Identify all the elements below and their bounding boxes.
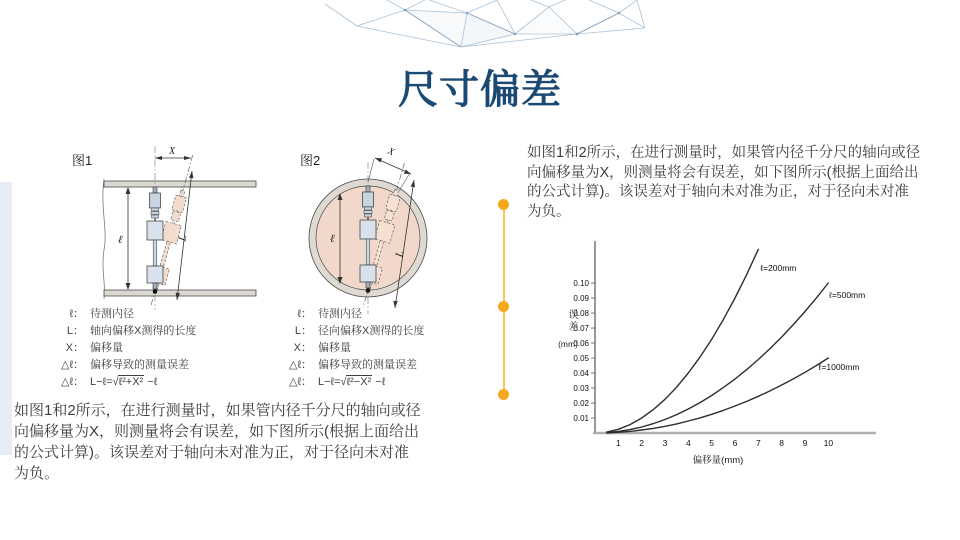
legend-row	[280, 340, 495, 357]
legend-text: 轴向偏移X测得的长度	[90, 325, 197, 337]
micrometer-instrument	[147, 187, 163, 290]
svg-text:ℓ: ℓ	[330, 233, 335, 245]
legend-text: 偏移导致的测量误差	[90, 359, 189, 371]
x-axis-ticks	[616, 438, 833, 448]
legend-row	[280, 357, 495, 374]
chart-curves	[607, 249, 829, 433]
timeline-dot-bottom	[498, 389, 509, 400]
legend-symbol: △ℓ：	[60, 376, 84, 388]
x-tick-label: 6	[732, 438, 738, 448]
legend-symbol: ℓ：	[297, 308, 312, 320]
y-tick-label: 0.01	[573, 413, 589, 423]
pipe-wall-bottom	[104, 290, 256, 296]
radicand: ℓ²+X²	[118, 376, 144, 388]
legend-row	[280, 323, 495, 340]
x-tick-label: 3	[662, 438, 668, 448]
legend-symbol: ℓ：	[69, 308, 84, 320]
legend-symbol: L：	[66, 325, 84, 337]
timeline-line	[503, 204, 505, 396]
svg-text:L: L	[176, 233, 190, 243]
legend-text: L−ℓ=√ℓ²+X² −ℓ	[90, 376, 158, 388]
legend-text: 偏移量	[90, 342, 123, 354]
dimension-length	[176, 171, 194, 300]
x-tick-label: 10	[823, 438, 834, 448]
dimension-x	[155, 146, 191, 160]
pipe-break-line	[103, 179, 105, 299]
left-accent-strip	[0, 182, 12, 455]
legend-row	[280, 306, 495, 323]
curve-labels	[759, 263, 865, 372]
figure2-caption: 图2	[300, 153, 321, 168]
x-axis-title: 偏移量(mm)	[692, 455, 744, 466]
figure2-diagram	[283, 138, 488, 322]
figure1-caption: 图1	[72, 153, 93, 168]
svg-text:X: X	[386, 145, 396, 159]
legend-row	[52, 374, 267, 391]
legend-symbol: △ℓ：	[288, 359, 312, 371]
pivot-point	[366, 288, 371, 293]
figure1-diagram	[58, 138, 270, 320]
legend-symbol: L：	[294, 325, 312, 337]
legend-row	[280, 374, 495, 391]
legend-text: 待测内径	[90, 308, 134, 320]
legend-row	[52, 340, 267, 357]
chart-curve	[607, 249, 759, 432]
x-tick-label: 7	[755, 438, 761, 448]
timeline-dot-middle	[498, 301, 509, 312]
x-tick-label: 2	[639, 438, 645, 448]
x-tick-label: 4	[685, 438, 691, 448]
figure1-legend	[52, 306, 267, 391]
legend-symbol: △ℓ：	[60, 359, 84, 371]
y-tick-label: 0.02	[573, 398, 589, 408]
y-axis-title: 误差	[566, 309, 577, 333]
y-tick-label: 0.09	[573, 293, 589, 303]
y-tick-label: 0.05	[573, 353, 589, 363]
x-tick-label: 5	[709, 438, 715, 448]
legend-text: 待测内径	[318, 308, 362, 320]
y-tick-label: 0.08	[573, 308, 589, 318]
y-tick-label: 0.06	[573, 338, 589, 348]
polygon-mesh-decoration	[325, 0, 645, 50]
sqrt-sign: √	[340, 376, 346, 388]
curve-label: ℓ=1000mm	[818, 362, 860, 373]
y-tick-label: 0.10	[573, 278, 589, 288]
y-tick-label: 0.04	[573, 368, 589, 378]
timeline-dot-top	[498, 199, 509, 210]
svg-text:ℓ: ℓ	[118, 234, 123, 246]
svg-text:X: X	[169, 146, 176, 157]
x-tick-label: 8	[779, 438, 785, 448]
legend-text: L−ℓ=√ℓ²−X² −ℓ	[318, 376, 386, 388]
sqrt-sign: √	[112, 376, 118, 388]
legend-symbol: △ℓ：	[288, 376, 312, 388]
legend-row	[52, 306, 267, 323]
legend-text: 偏移导致的测量误差	[318, 359, 417, 371]
y-axis-unit: (mm)	[558, 339, 578, 349]
legend-text: 径向偏移X测得的长度	[318, 325, 425, 337]
micrometer-instrument	[360, 186, 376, 290]
description-paragraph-bottom: 如图1和2所示，在进行测量时，如果管内径千分尺的轴向或径 向偏移量为X，则测量将会有误差，如下图所示(根据上面给出 的公式计算)。该误差对于轴向未对准为正，对于径向未对准 为负。	[14, 402, 421, 482]
pivot-point	[153, 289, 158, 294]
y-tick-label: 0.03	[573, 383, 589, 393]
timeline-connector	[497, 198, 511, 402]
chart-curve	[607, 283, 829, 433]
error-chart	[538, 233, 950, 483]
error-chart-plot	[538, 233, 950, 483]
pipe-wall-top	[104, 181, 256, 187]
curve-label: ℓ=200mm	[760, 263, 797, 274]
radicand: ℓ²−X²	[346, 376, 372, 388]
figure2-legend	[280, 306, 495, 391]
dimension-diameter	[118, 187, 131, 290]
y-axis-ticks	[573, 279, 595, 423]
x-tick-label: 9	[802, 438, 808, 448]
x-tick-label: 1	[615, 438, 621, 448]
legend-symbol: X：	[293, 342, 312, 354]
legend-text: 偏移量	[318, 342, 351, 354]
curve-label: ℓ=500mm	[829, 290, 866, 301]
svg-text:L: L	[393, 249, 407, 259]
chart-curve	[607, 358, 829, 433]
legend-row	[52, 357, 267, 374]
slide-title: 尺寸偏差	[398, 68, 562, 112]
legend-row	[52, 323, 267, 340]
legend-symbol: X：	[65, 342, 84, 354]
y-tick-label: 0.07	[573, 323, 589, 333]
description-paragraph-right: 如图1和2所示，在进行测量时，如果管内径千分尺的轴向或径 向偏移量为X，则测量将会有误差，如下图所示(根据上面给出 的公式计算)。该误差对于轴向未对准为正，对于径向未对准 为负。	[527, 145, 921, 220]
